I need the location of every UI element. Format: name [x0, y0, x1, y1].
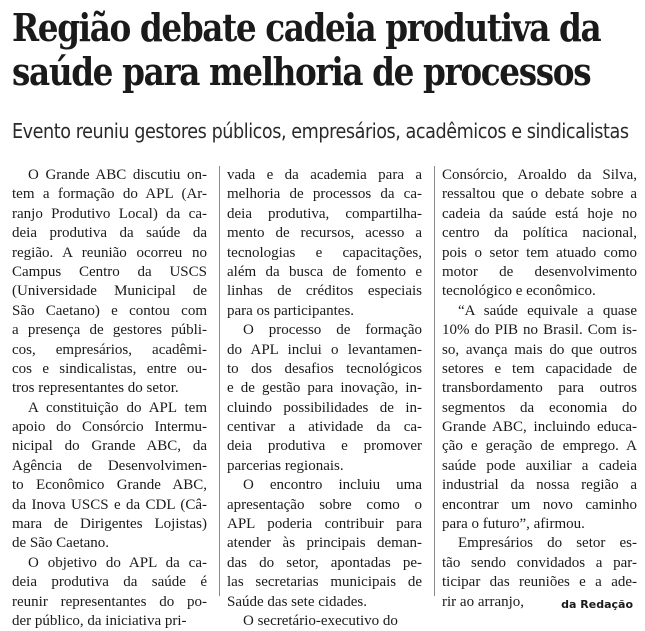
body-text-line: APL poderia contribuir para	[227, 516, 422, 533]
body-text-line: ressaltou que o debate sobre a	[442, 186, 637, 203]
body-text-line: além da busca de fomento e	[227, 263, 422, 280]
body-text-line: saúde pode auxiliar a cadeia	[442, 457, 637, 474]
body-text-line: “A saúde equivale a quase	[458, 302, 637, 319]
body-text-line: ção e geração de emprego. A	[442, 438, 637, 455]
body-text-line: apresentação sobre como o	[227, 496, 422, 513]
article-column-2	[227, 166, 422, 631]
headline-line: saúde para melhoria de processos	[12, 49, 591, 94]
body-text-line: O encontro incluiu uma	[243, 477, 422, 494]
headline-line: Região debate cadeia produtiva da	[12, 5, 601, 50]
body-text-line: cos e sindicalistas, entre ou-	[12, 360, 207, 377]
body-text-line: transbordamento para outros	[442, 380, 637, 397]
column-divider	[434, 166, 435, 596]
body-text-line: O secretário-executivo do	[243, 612, 398, 629]
body-text-line: ticipar das reuniões e a ade-	[442, 574, 637, 591]
body-text-line: mento de recursos, acesso a	[227, 225, 422, 242]
body-text-line: para o futuro”, afirmou.	[442, 516, 585, 533]
body-text-line: nicipal do Grande ABC, da	[12, 438, 207, 455]
body-text-line: industrial da nossa região a	[442, 477, 637, 494]
body-text-line: cadeia da saúde está hoje no	[442, 205, 637, 222]
body-text-line: cos, empresários, acadêmi-	[12, 341, 207, 358]
body-text-line: apoio do Consórcio Intermu-	[12, 419, 207, 436]
byline: da Redação	[561, 598, 633, 611]
body-text-line: reunir representantes do po-	[12, 593, 207, 610]
article-column-3	[442, 166, 637, 612]
body-text-line: tecnológico e econômico.	[442, 283, 596, 300]
body-text-line: so, avança mais do que outros	[442, 341, 637, 358]
subheadline: Evento reuniu gestores públicos, empresários, acadêmicos e sindicalistas	[12, 119, 629, 143]
body-text-line: para os participantes.	[227, 302, 355, 319]
body-text-line: região. A reunião ocorreu no	[12, 244, 207, 261]
body-text-line: das do setor, apontadas pe-	[227, 554, 422, 571]
body-text-line: melhoria de processos da ca-	[227, 186, 422, 203]
body-text-line: Empresários do setor es-	[458, 535, 637, 552]
body-text-line: tros representantes do setor.	[12, 380, 179, 397]
body-text-line: centivar a atividade da ca-	[227, 419, 422, 436]
body-text-line: 10% do PIB no Brasil. Com is-	[442, 322, 637, 339]
body-text-line: do APL inclui o levantamen-	[227, 341, 422, 358]
body-text-line: da Inova USCS e da CDL (Câ-	[12, 496, 207, 513]
body-text-line: setores e tem capacidade de	[442, 360, 637, 377]
body-text-line: cluindo possibilidades de in-	[227, 399, 422, 416]
body-text-line: atender às principais deman-	[227, 535, 422, 552]
body-text-line: deia produtiva, compartilha-	[227, 205, 422, 222]
body-text-line: parcerias regionais.	[227, 457, 344, 474]
body-text-line: der público, da iniciativa pri-	[12, 612, 187, 629]
body-text-line: pois o setor tem atuado como	[442, 244, 637, 261]
body-text-line: deia produtiva e promover	[227, 438, 422, 455]
headline	[12, 5, 601, 94]
body-text-line: deia produtiva da saúde da	[12, 225, 207, 242]
body-text-line: tecnologias e capacitações,	[227, 244, 422, 261]
body-text-line: motor de desenvolvimento	[442, 263, 637, 280]
body-text-line: Agência de Desenvolvimen-	[12, 457, 207, 474]
body-text-line: São Caetano) e contou com	[12, 302, 207, 319]
body-text-line: O objetivo do APL da ca-	[28, 554, 207, 571]
body-text-line: O processo de formação	[243, 322, 422, 339]
body-text-line: linhas de créditos especiais	[227, 283, 422, 300]
body-text-line: las secretarias municipais de	[227, 574, 422, 591]
body-text-line: ranjo Produtivo Local) da ca-	[12, 205, 207, 222]
body-text-line: centro da política nacional,	[442, 225, 637, 242]
body-text-line: a presença de gestores públi-	[12, 322, 207, 339]
body-text-line: rir ao arranjo,	[442, 593, 525, 610]
article-column-1	[12, 166, 207, 631]
body-text-line: Saúde das sete cidades.	[227, 593, 367, 610]
body-text-line: de São Caetano.	[12, 535, 110, 552]
body-text-line: mara de Dirigentes Lojistas)	[12, 516, 207, 533]
body-text-line: Campus Centro da USCS	[12, 263, 207, 280]
body-text-line: O Grande ABC discutiu on-	[28, 167, 207, 183]
body-text-line: A constituição do APL tem	[28, 399, 207, 416]
body-text-line: Consórcio, Aroaldo da Silva,	[442, 167, 637, 183]
column-divider	[219, 166, 220, 596]
body-text-line: segmentos da economia do	[442, 399, 637, 416]
body-text-line: (Universidade Municipal de	[12, 283, 207, 300]
body-text-line: vada e da academia para a	[227, 167, 422, 183]
body-text-line: to Econômico Grande ABC,	[12, 477, 207, 494]
body-text-line: Grande ABC, incluindo educa-	[442, 419, 637, 436]
body-text-line: tem a formação do APL (Ar-	[12, 186, 207, 203]
body-text-line: to dos desafios tecnológicos	[227, 360, 422, 377]
body-text-line: e de gestão para inovação, in-	[227, 380, 422, 397]
body-text-line: tão sendo convidados a par-	[442, 554, 637, 571]
body-text-line: encontrar um novo caminho	[442, 496, 637, 513]
body-text-line: deia produtiva da saúde é	[12, 574, 207, 591]
